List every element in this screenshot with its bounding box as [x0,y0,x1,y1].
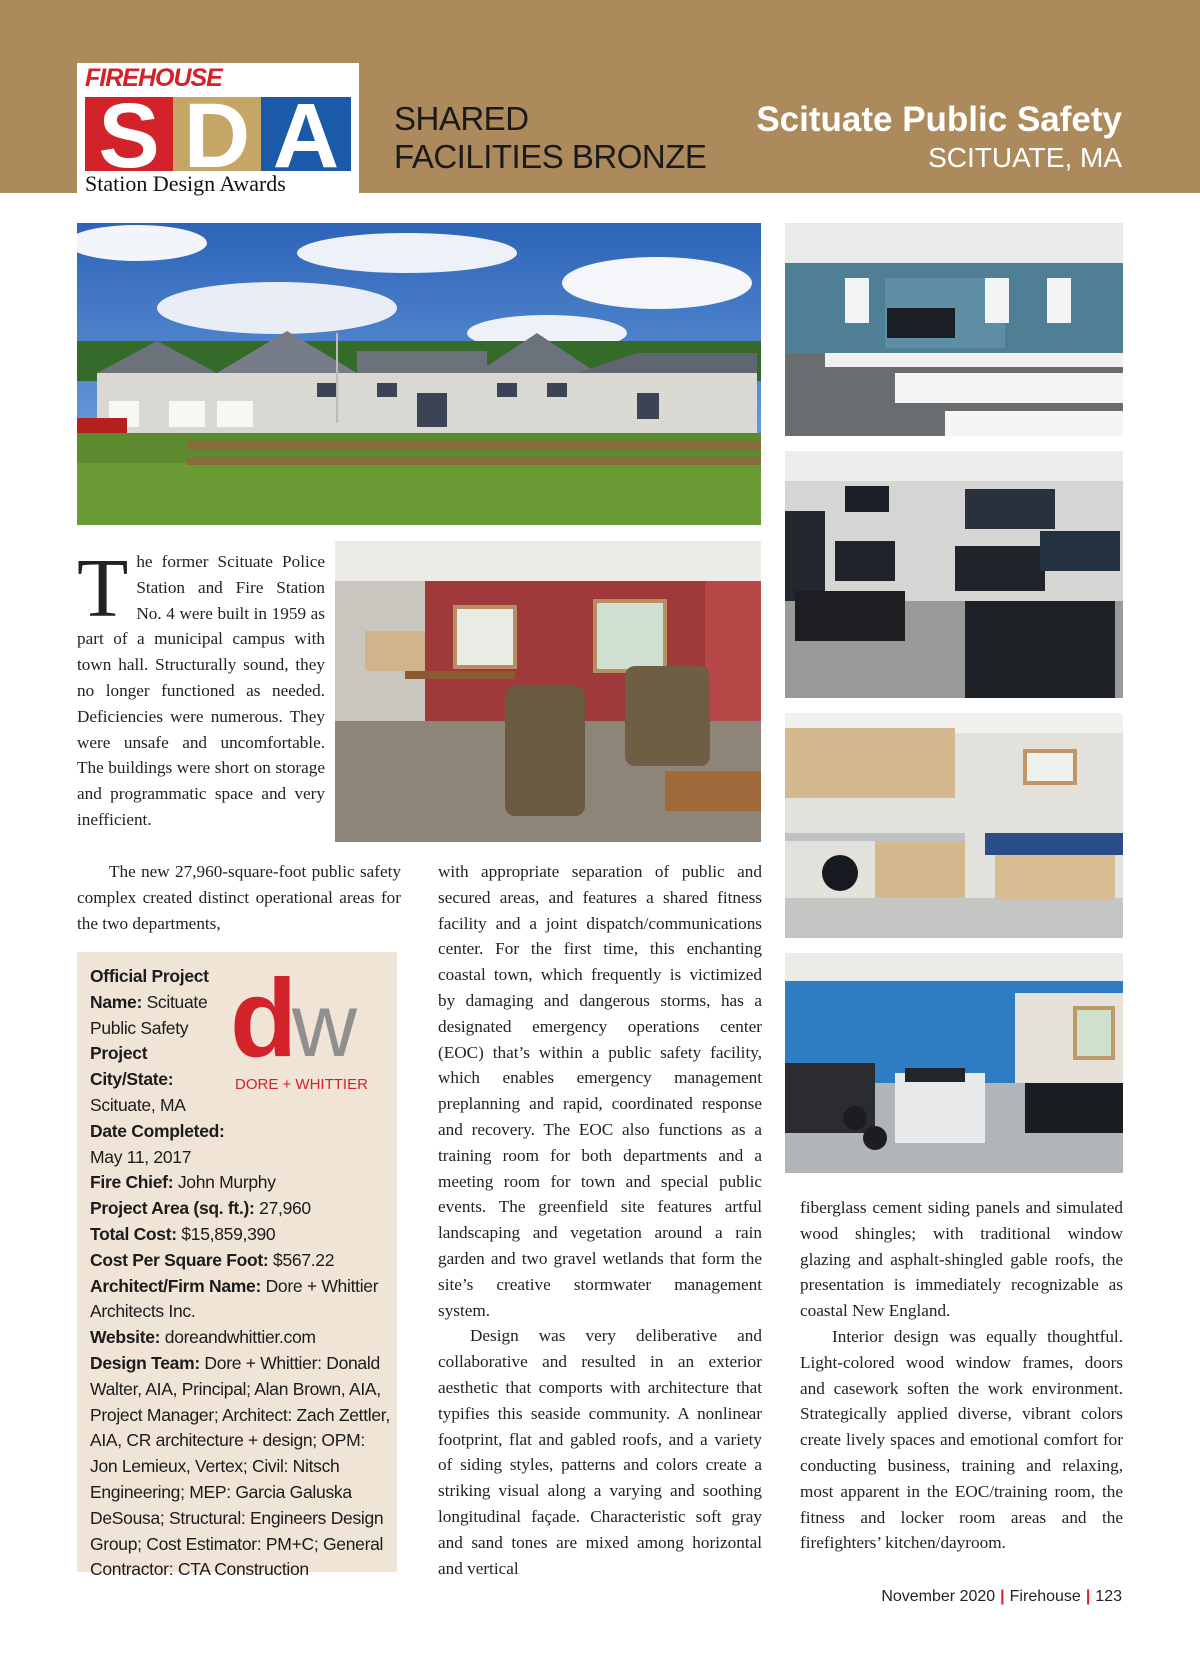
issue-date: November 2020 [881,1588,996,1605]
footer-separator: | [1000,1588,1005,1605]
fitness-room-photo [785,953,1123,1173]
article-paragraph-3b: fiberglass cement siding panels and simulated wood shingles; with traditional window glazing and asphalt-shingled gable roofs, the presentation is immediately recognizable as coastal New England. [800,1198,1123,1321]
label-total-cost: Total Cost: [90,1223,177,1244]
magazine-name: Firehouse [1009,1588,1081,1605]
article-paragraph-2a: The new 27,960-square-foot public safety complex created distinct operational areas for the two departments, [77,862,401,933]
project-heading [756,100,1122,176]
paragraph-1-text: he former Scituate Police Station and Fire Station No. 4 were built in 1959 as part of a municipal campus with town hall. Structurally sound, they no longer functioned as needed. Deficiencies were numerous. They were unsafe and uncomfortable. The buildings were short on storage and programmatic space and very inefficient. [77,552,325,829]
value-fire-chief: John Murphy [177,1172,276,1193]
dispatch-center-photo [785,451,1123,698]
project-title: Scituate Public Safety [756,100,1122,139]
value-cost-per-sqft: $567.22 [273,1249,335,1270]
svg-text:w: w [292,976,349,1076]
label-design-team: Design Team: [90,1352,200,1373]
exterior-photo [77,223,761,525]
article-col2 [438,859,762,1581]
label-project-area: Project Area (sq. ft.): [90,1198,255,1219]
article-paragraph-2b: with appropriate separation of public and secured areas, and features a shared fitness facility and a joint dispatch/communications center. For the first time, this enchanting coastal town, which frequently is victimized by damaging and dangerous storms, has a designated emergency operations center (EOC) that’s within a public safety facility, which enables emergency management preplanning and rapid, coordinated response and recovery. The EOC also functions as a training room for both departments and a meeting room for town and special public events. The greenfield site features artful landscaping and vegetation around a rain garden and two gravel wetlands that form the site’s creative stormwater management system. [438,862,762,1320]
eoc-training-room-photo [785,223,1123,436]
value-design-team: Dore + Whittier: Donald Walter, AIA, Principal; Alan Brown, AIA, Project Manager; Architect: Zach Zettler, AIA, CR architecture + design; OPM: Jon Lemieux, Vertex; Civil: Nitsch Engineering; MEP: Garcia Galuska DeSousa; Structural: Engineers Design Group; Cost Estimator: PM+C; General Contractor: CTA Construction [90,1352,390,1580]
label-architect: Architect/Firm Name: [90,1275,261,1296]
label-fire-chief: Fire Chief: [90,1172,174,1193]
value-date-completed: May 11, 2017 [90,1146,192,1167]
svg-text:D: D [183,97,251,171]
label-city-state: Project City/State: [90,1043,174,1090]
page-number: 123 [1095,1588,1122,1605]
value-project-name: Scituate Public Safety [90,991,208,1038]
logo-subtitle: Station Design Awards [85,171,286,196]
fitness-icon [785,953,1123,1173]
value-website: doreandwhittier.com [164,1327,316,1348]
label-date-completed: Date Completed: [90,1120,225,1141]
article-col1-top [77,542,325,833]
firehouse-wordmark: FIREHOUSE [85,64,222,92]
article-paragraph-3: Design was very deliberative and collaborative and resulted in an exterior aesthetic that comports with architecture that typifies this seaside community. A nonlinear footprint, flat and gabled roofs, and a variety of siding styles, patterns and colors create a striking visual along a varying and soothing longitudinal façade. Characteristic soft gray and sand tones are mixed among horizontal and vertical [438,1326,762,1578]
sda-logo [77,63,359,201]
label-project-name: Official Project Name: [90,966,209,1012]
building-exterior-icon [77,223,761,525]
value-total-cost: $15,859,390 [181,1223,276,1244]
article-col3 [800,1195,1123,1556]
svg-text:S: S [98,97,160,171]
project-info-text [90,964,390,1583]
article-paragraph-1 [77,542,325,833]
svg-text:A: A [272,97,340,171]
firm-logo-wordmark: DORE + WHITTIER [235,1076,368,1093]
project-location: SCITUATE, MA [928,142,1122,173]
dispatch-icon [785,451,1123,698]
drop-cap: T [77,542,129,635]
category-line-1: SHARED [394,100,529,137]
svg-text:d: d [230,970,290,1080]
medical-room-photo [785,713,1123,938]
award-category [394,100,706,176]
kitchen-dayroom-icon [335,541,761,842]
article-paragraph-4: Interior design was equally thoughtful. Light-colored wood window frames, doors and casework soften the work environment. Strategically applied diverse, vibrant colors create lively spaces and emotional comfort for conducting business, training and relaxing, most apparent in the EOC/training room, the fitness and locker room areas and the firefighters’ kitchen/dayroom. [800,1326,1123,1553]
value-city-state: Scituate, MA [90,1094,186,1115]
label-cost-per-sqft: Cost Per Square Foot: [90,1249,269,1270]
training-room-icon [785,223,1123,436]
page-footer [881,1588,1122,1606]
dayroom-photo [335,541,761,842]
category-line-2: FACILITIES BRONZE [394,138,707,175]
footer-separator: | [1085,1588,1091,1605]
sda-letters-icon [85,97,351,171]
label-website: Website: [90,1327,161,1348]
value-architect: Dore + Whittier Architects Inc. [90,1275,379,1322]
medical-room-icon [785,713,1123,938]
project-info-box [77,952,397,1580]
article-col1-bottom [77,859,401,936]
value-project-area: 27,960 [259,1198,311,1219]
